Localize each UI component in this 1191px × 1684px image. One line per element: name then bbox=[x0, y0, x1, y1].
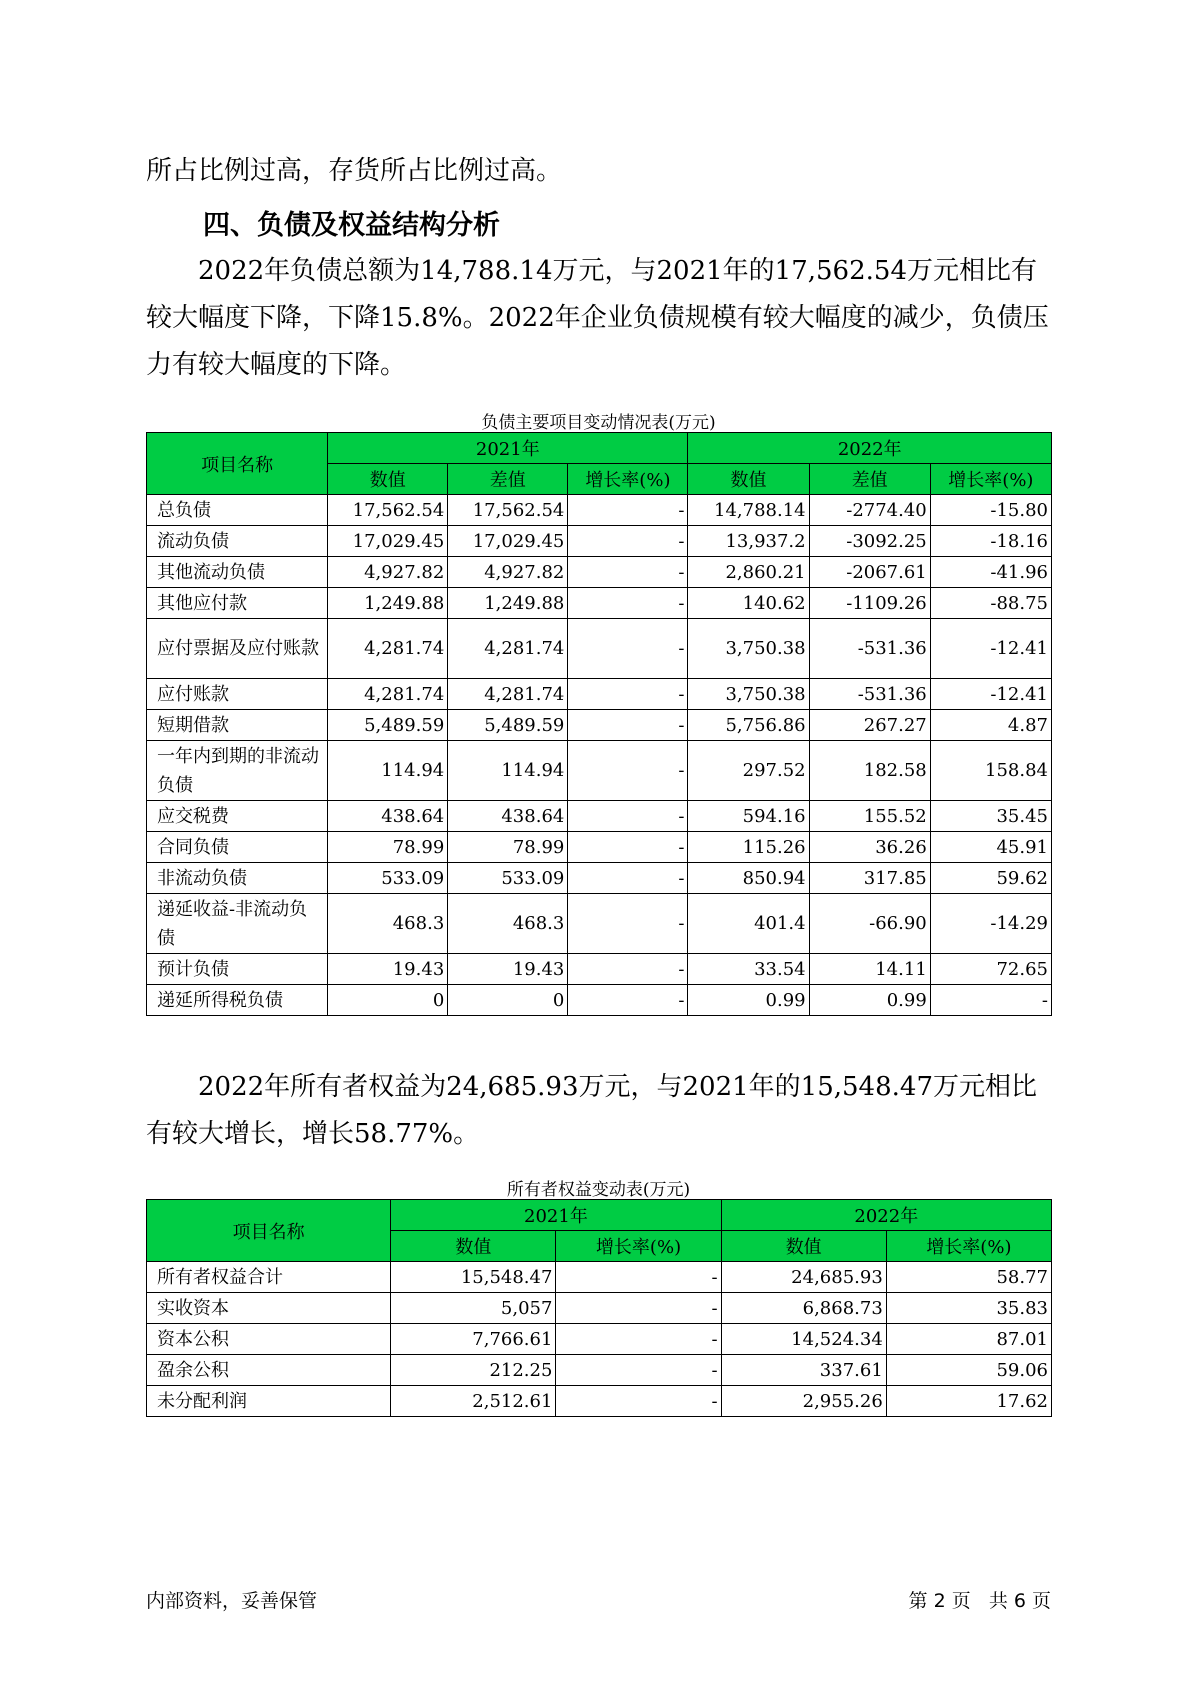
liability-diff-2022: -3092.25 bbox=[809, 526, 930, 557]
liability-value-2021: 4,927.82 bbox=[328, 557, 448, 588]
liability-value-2022: 0.99 bbox=[688, 985, 809, 1016]
liability-diff-2021: 19.43 bbox=[448, 954, 568, 985]
table-row bbox=[147, 985, 1052, 1016]
liability-diff-2022: 267.27 bbox=[809, 710, 930, 741]
equity-growth-2022: 59.06 bbox=[886, 1355, 1051, 1386]
liability-row-label: 应付账款 bbox=[147, 679, 328, 710]
liability-paragraph: 2022年负债总额为14,788.14万元，与2021年的17,562.54万元相比有较大幅度下降，下降15.8%。2022年企业负债规模有较大幅度的减少，负债压力有较大幅度的下降。 bbox=[146, 256, 1049, 380]
liability-value-2021: 4,281.74 bbox=[328, 679, 448, 710]
liability-diff-2021: 78.99 bbox=[448, 832, 568, 863]
table-row bbox=[147, 894, 1052, 954]
liability-value-2021: 17,562.54 bbox=[328, 495, 448, 526]
liability-row-label: 短期借款 bbox=[147, 710, 328, 741]
liability-diff-2021: 438.64 bbox=[448, 801, 568, 832]
table-row bbox=[147, 588, 1052, 619]
equity-col-value-2022: 数值 bbox=[721, 1231, 886, 1262]
liability-diff-2022: -2067.61 bbox=[809, 557, 930, 588]
liability-growth-2021: - bbox=[568, 832, 688, 863]
liability-growth-2021: - bbox=[568, 894, 688, 954]
section-heading: 四、负债及权益结构分析 bbox=[203, 210, 500, 241]
equity-value-2021: 2,512.61 bbox=[391, 1386, 556, 1417]
liability-diff-2022: 182.58 bbox=[809, 741, 930, 801]
table-row bbox=[147, 679, 1052, 710]
table-row bbox=[147, 619, 1052, 679]
equity-value-2021: 7,766.61 bbox=[391, 1324, 556, 1355]
equity-growth-2021: - bbox=[556, 1386, 721, 1417]
liability-growth-2021: - bbox=[568, 557, 688, 588]
table-row bbox=[147, 741, 1052, 801]
equity-col-growth-2021: 增长率(%) bbox=[556, 1231, 721, 1262]
liability-value-2021: 468.3 bbox=[328, 894, 448, 954]
liability-value-2021: 438.64 bbox=[328, 801, 448, 832]
equity-col-growth-2022: 增长率(%) bbox=[886, 1231, 1051, 1262]
liability-growth-2021: - bbox=[568, 495, 688, 526]
liability-growth-2021: - bbox=[568, 526, 688, 557]
liability-diff-2021: 4,281.74 bbox=[448, 679, 568, 710]
equity-growth-2021: - bbox=[556, 1293, 721, 1324]
table-row bbox=[147, 526, 1052, 557]
liability-row-label: 流动负债 bbox=[147, 526, 328, 557]
liability-value-2022: 3,750.38 bbox=[688, 619, 809, 679]
equity-growth-2022: 35.83 bbox=[886, 1293, 1051, 1324]
equity-value-2021: 212.25 bbox=[391, 1355, 556, 1386]
liability-diff-2021: 5,489.59 bbox=[448, 710, 568, 741]
equity-value-2021: 15,548.47 bbox=[391, 1262, 556, 1293]
liability-diff-2022: -531.36 bbox=[809, 619, 930, 679]
equity-growth-2022: 58.77 bbox=[886, 1262, 1051, 1293]
equity-value-2022: 2,955.26 bbox=[721, 1386, 886, 1417]
liability-growth-2021: - bbox=[568, 801, 688, 832]
equity-header-year1: 2021年 bbox=[391, 1200, 721, 1231]
equity-col-value-2021: 数值 bbox=[391, 1231, 556, 1262]
liability-value-2022: 594.16 bbox=[688, 801, 809, 832]
liability-growth-2021: - bbox=[568, 954, 688, 985]
equity-value-2022: 6,868.73 bbox=[721, 1293, 886, 1324]
liability-growth-2022: 59.62 bbox=[930, 863, 1051, 894]
liability-value-2022: 2,860.21 bbox=[688, 557, 809, 588]
liability-diff-2021: 114.94 bbox=[448, 741, 568, 801]
liability-value-2022: 5,756.86 bbox=[688, 710, 809, 741]
table-row bbox=[147, 801, 1052, 832]
liability-diff-2022: 317.85 bbox=[809, 863, 930, 894]
liability-diff-2022: 0.99 bbox=[809, 985, 930, 1016]
equity-header-year2: 2022年 bbox=[721, 1200, 1051, 1231]
equity-paragraph: 2022年所有者权益为24,685.93万元，与2021年的15,548.47万元相比有较大增长，增长58.77%。 bbox=[146, 1072, 1037, 1149]
table-row bbox=[147, 1293, 1052, 1324]
footer-confidential: 内部资料，妥善保管 bbox=[146, 1590, 318, 1612]
equity-growth-2021: - bbox=[556, 1262, 721, 1293]
liability-growth-2022: 72.65 bbox=[930, 954, 1051, 985]
liability-diff-2021: 4,927.82 bbox=[448, 557, 568, 588]
liability-row-label: 合同负债 bbox=[147, 832, 328, 863]
liability-value-2021: 5,489.59 bbox=[328, 710, 448, 741]
liability-value-2021: 1,249.88 bbox=[328, 588, 448, 619]
liability-growth-2021: - bbox=[568, 710, 688, 741]
liability-diff-2021: 0 bbox=[448, 985, 568, 1016]
liability-table-caption: 负债主要项目变动情况表(万元) bbox=[481, 413, 716, 433]
liability-col-value-2021: 数值 bbox=[328, 464, 448, 495]
liability-growth-2021: - bbox=[568, 863, 688, 894]
liability-diff-2022: 36.26 bbox=[809, 832, 930, 863]
liability-value-2021: 114.94 bbox=[328, 741, 448, 801]
liability-col-growth-2022: 增长率(%) bbox=[930, 464, 1051, 495]
liability-diff-2021: 4,281.74 bbox=[448, 619, 568, 679]
liability-diff-2022: 14.11 bbox=[809, 954, 930, 985]
liability-row-label: 其他流动负债 bbox=[147, 557, 328, 588]
liability-value-2022: 13,937.2 bbox=[688, 526, 809, 557]
liability-growth-2022: 45.91 bbox=[930, 832, 1051, 863]
liability-growth-2021: - bbox=[568, 741, 688, 801]
liability-diff-2021: 1,249.88 bbox=[448, 588, 568, 619]
liability-diff-2021: 468.3 bbox=[448, 894, 568, 954]
table-row bbox=[147, 1262, 1052, 1293]
liability-diff-2021: 17,029.45 bbox=[448, 526, 568, 557]
table-row bbox=[147, 832, 1052, 863]
equity-growth-2021: - bbox=[556, 1324, 721, 1355]
liability-growth-2022: -12.41 bbox=[930, 679, 1051, 710]
equity-row-label: 未分配利润 bbox=[147, 1386, 391, 1417]
liability-growth-2022: -14.29 bbox=[930, 894, 1051, 954]
liability-col-value-2022: 数值 bbox=[688, 464, 809, 495]
liability-value-2022: 3,750.38 bbox=[688, 679, 809, 710]
liability-growth-2021: - bbox=[568, 679, 688, 710]
equity-value-2022: 24,685.93 bbox=[721, 1262, 886, 1293]
liability-value-2022: 115.26 bbox=[688, 832, 809, 863]
liability-growth-2022: -18.16 bbox=[930, 526, 1051, 557]
liability-diff-2022: -66.90 bbox=[809, 894, 930, 954]
equity-row-label: 盈余公积 bbox=[147, 1355, 391, 1386]
liability-growth-2022: 158.84 bbox=[930, 741, 1051, 801]
equity-growth-2022: 87.01 bbox=[886, 1324, 1051, 1355]
liability-growth-2022: -15.80 bbox=[930, 495, 1051, 526]
liability-value-2022: 140.62 bbox=[688, 588, 809, 619]
table-row bbox=[147, 710, 1052, 741]
equity-value-2021: 5,057 bbox=[391, 1293, 556, 1324]
liability-value-2022: 33.54 bbox=[688, 954, 809, 985]
liability-col-diff-2021: 差值 bbox=[448, 464, 568, 495]
footer-page-number: 第 2 页 共 6 页 bbox=[908, 1590, 1051, 1612]
liability-value-2021: 17,029.45 bbox=[328, 526, 448, 557]
liability-row-label: 预计负债 bbox=[147, 954, 328, 985]
equity-row-label: 所有者权益合计 bbox=[147, 1262, 391, 1293]
liability-value-2021: 0 bbox=[328, 985, 448, 1016]
liability-row-label: 应交税费 bbox=[147, 801, 328, 832]
liability-growth-2021: - bbox=[568, 985, 688, 1016]
intro-tail-text: 所占比例过高，存货所占比例过高。 bbox=[146, 156, 563, 186]
table-row bbox=[147, 557, 1052, 588]
liability-row-label: 应付票据及应付账款 bbox=[147, 619, 328, 679]
equity-row-label: 实收资本 bbox=[147, 1293, 391, 1324]
equity-table-caption: 所有者权益变动表(万元) bbox=[506, 1180, 691, 1200]
table-row bbox=[147, 1386, 1052, 1417]
liability-col-growth-2021: 增长率(%) bbox=[568, 464, 688, 495]
liability-diff-2022: -531.36 bbox=[809, 679, 930, 710]
liability-header-year2: 2022年 bbox=[688, 433, 1052, 464]
liability-row-label: 总负债 bbox=[147, 495, 328, 526]
liability-diff-2021: 17,562.54 bbox=[448, 495, 568, 526]
liability-growth-2022: 35.45 bbox=[930, 801, 1051, 832]
liability-diff-2021: 533.09 bbox=[448, 863, 568, 894]
liability-value-2021: 4,281.74 bbox=[328, 619, 448, 679]
liability-header-year1: 2021年 bbox=[328, 433, 688, 464]
liability-growth-2022: -88.75 bbox=[930, 588, 1051, 619]
liability-diff-2022: -2774.40 bbox=[809, 495, 930, 526]
liability-row-label: 递延收益-非流动负债 bbox=[147, 894, 328, 954]
liability-row-label: 非流动负债 bbox=[147, 863, 328, 894]
table-row bbox=[147, 495, 1052, 526]
liability-value-2022: 850.94 bbox=[688, 863, 809, 894]
equity-value-2022: 14,524.34 bbox=[721, 1324, 886, 1355]
equity-growth-2021: - bbox=[556, 1355, 721, 1386]
liability-value-2022: 401.4 bbox=[688, 894, 809, 954]
liability-growth-2022: 4.87 bbox=[930, 710, 1051, 741]
table-row bbox=[147, 1324, 1052, 1355]
liability-row-label: 递延所得税负债 bbox=[147, 985, 328, 1016]
liability-value-2021: 533.09 bbox=[328, 863, 448, 894]
liability-value-2021: 78.99 bbox=[328, 832, 448, 863]
liability-table bbox=[146, 432, 1052, 1016]
liability-value-2022: 297.52 bbox=[688, 741, 809, 801]
liability-value-2021: 19.43 bbox=[328, 954, 448, 985]
liability-value-2022: 14,788.14 bbox=[688, 495, 809, 526]
liability-growth-2022: - bbox=[930, 985, 1051, 1016]
liability-header-item: 项目名称 bbox=[147, 433, 328, 495]
liability-diff-2022: -1109.26 bbox=[809, 588, 930, 619]
liability-col-diff-2022: 差值 bbox=[809, 464, 930, 495]
liability-row-label: 其他应付款 bbox=[147, 588, 328, 619]
table-row bbox=[147, 1355, 1052, 1386]
equity-row-label: 资本公积 bbox=[147, 1324, 391, 1355]
equity-growth-2022: 17.62 bbox=[886, 1386, 1051, 1417]
liability-row-label: 一年内到期的非流动负债 bbox=[147, 741, 328, 801]
liability-growth-2022: -41.96 bbox=[930, 557, 1051, 588]
table-row bbox=[147, 954, 1052, 985]
equity-value-2022: 337.61 bbox=[721, 1355, 886, 1386]
equity-table bbox=[146, 1199, 1052, 1417]
liability-growth-2021: - bbox=[568, 619, 688, 679]
table-row bbox=[147, 863, 1052, 894]
liability-growth-2021: - bbox=[568, 588, 688, 619]
liability-growth-2022: -12.41 bbox=[930, 619, 1051, 679]
liability-diff-2022: 155.52 bbox=[809, 801, 930, 832]
equity-header-item: 项目名称 bbox=[147, 1200, 391, 1262]
